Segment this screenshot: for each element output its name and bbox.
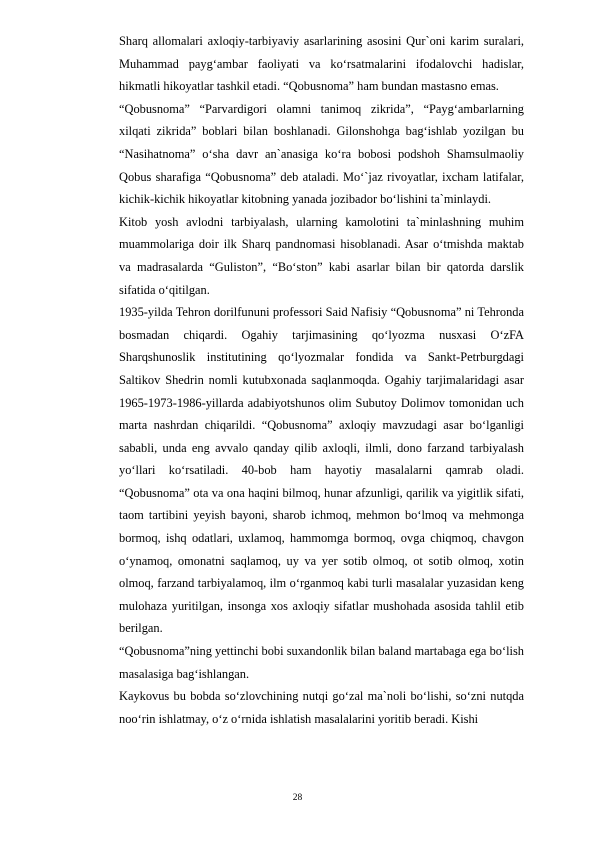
paragraph-1: Sharq allomalari axloqiy-tarbiyaviy asarlarining asosini Qur`oni karim suralari, Muhammad payg‘ambar faoliyati va ko‘rsatmalarini ifodalovchi hadislar, hikmatli hikoyatlar tashkil etadi. “Qobusnoma” ham bundan mastasno emas. <box>119 34 524 94</box>
page-number: 28 <box>292 793 303 803</box>
body-text <box>119 30 524 730</box>
paragraph-3: Kitob yosh avlodni tarbiyalash, ularning kamolotini ta`minlashning muhim muammolariga doir ilk Sharq pandnomasi hisoblanadi. Asar o‘tmishda maktab va madrasalarda “Guliston”, “Bo‘ston” kabi asarlar bilan bir qatorda darslik sifatida o‘qitilgan. <box>119 214 524 297</box>
paragraph-6: Kaykovus bu bobda so‘zlovchining nutqi go‘zal ma`noli bo‘lishi, so‘zni nutqda noo‘rin ishlatmay, o‘z o‘rnida ishlatish masalalarini yoritib beradi. Kishi <box>119 689 524 726</box>
paragraph-4: 1935-yilda Tehron dorilfununi professori Said Nafisiy “Qobusnoma” ni Tehronda bosmadan chiqardi. Ogahiy tarjimasining qo‘lyozma nusxasi O‘zFA Sharqshunoslik institutining qo‘lyozmalar fondida va Sankt-Petrburgdagi Saltikov Shedrin nomli kutubxonada saqlanmoqda. Ogahiy tarjimalaridagi asar 1965-1973-1986-yillarda adabiyotshunos olim Subutoy Dolimov tomonidan uch marta nashrdan chiqarildi. “Qobusnoma” axloqiy mavzudagi asar bo‘lganligi sababli, unda eng avvalo qanday qilib axloqli, ilmli, dono farzand tarbiyalash yo‘llari ko‘rsatiladi. 40-bob ham hayotiy masalalarni qamrab oladi. “Qobusnoma” ota va ona haqini bilmoq, hunar afzunligi, qarilik va yigitlik sifati, taom tartibini yeyish bayoni, sharob ichmoq, mehmon bo‘lmoq va mehmonga bormoq, ishq odatlari, uxlamoq, hammomga bormoq, ovga chiqmoq, chavgon o‘ynamoq, omonatni saqlamoq, uy va yer sotib olmoq, ot sotib olmoq, xotin olmoq, farzand tarbiyalamoq, ilm o‘rganmoq kabi turli masalalar yuzasidan keng mulohaza yuritilgan, insonga xos axloqiy sifatlar mushohada asosida tahlil etib berilgan. <box>119 305 524 636</box>
paragraph-5: “Qobusnoma”ning yettinchi bobi suxandonlik bilan baland martabaga ega bo‘lish masalasiga bag‘ishlangan. <box>119 644 524 681</box>
paragraph-2: “Qobusnoma” “Parvardigori olamni tanimoq zikrida”, “Payg‘ambarlarning xilqati zikrida” boblari bilan boshlanadi. Gilonshohga bag‘ishlab yozilgan bu “Nasihatnoma” o‘sha davr an`anasiga ko‘ra bobosi podshoh Shamsulmaoliy Qobus sharafiga “Qobusnoma” deb ataladi. Mo‘`jaz rivoyatlar, ixcham latifalar, kichik-kichik hikoyatlar kitobning yanada jozibador bo‘lishini ta`minlaydi. <box>119 101 524 207</box>
